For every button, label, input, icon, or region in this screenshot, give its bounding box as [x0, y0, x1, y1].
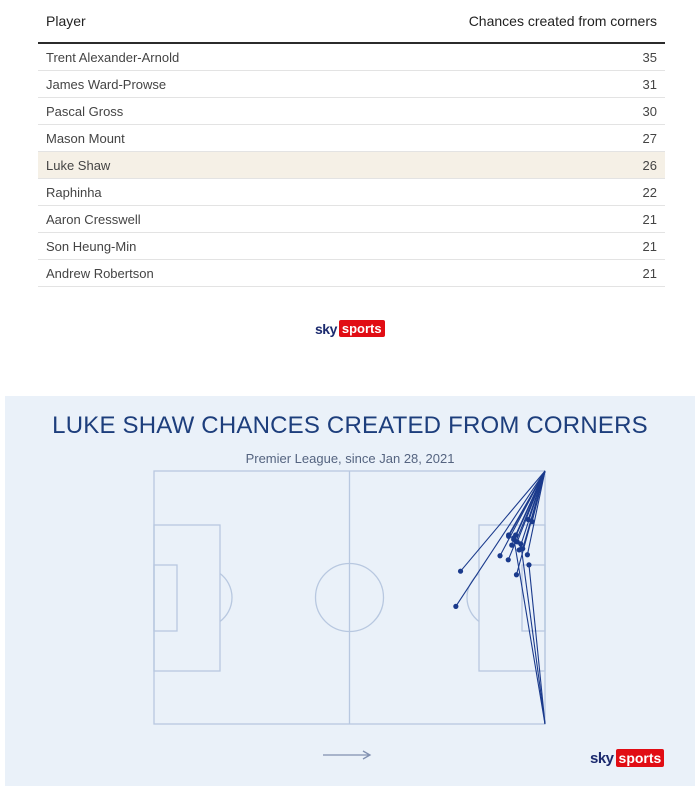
player-name: Son Heung-Min	[46, 238, 137, 254]
chance-point	[514, 572, 519, 577]
chance-point	[526, 562, 531, 567]
chances-value: 21	[642, 265, 657, 281]
player-name: Mason Mount	[46, 130, 125, 146]
player-name: Aaron Cresswell	[46, 211, 141, 227]
table-row	[38, 206, 665, 233]
chance-line	[508, 471, 545, 560]
chance-line	[521, 544, 545, 724]
chances-value: 30	[642, 103, 657, 119]
player-name: Pascal Gross	[46, 103, 124, 119]
chance-point	[525, 552, 530, 557]
chances-value: 22	[642, 184, 657, 200]
player-name: Trent Alexander-Arnold	[46, 49, 180, 65]
table-header	[38, 0, 665, 44]
chances-value: 27	[642, 130, 657, 146]
table-row	[38, 71, 665, 98]
sports-logo-text-bottom: sports	[616, 749, 665, 767]
sky-logo-text-bottom: sky	[590, 749, 614, 767]
chance-point	[511, 535, 516, 540]
player-name: Luke Shaw	[46, 157, 111, 173]
table-row	[38, 233, 665, 260]
chances-value: 26	[642, 157, 657, 173]
table-row	[38, 260, 665, 287]
chance-point	[458, 569, 463, 574]
table-row	[38, 152, 665, 179]
table-row	[38, 125, 665, 152]
table-body	[38, 44, 665, 287]
table-row	[38, 179, 665, 206]
corners-table	[38, 0, 665, 287]
left-penalty-arc	[220, 574, 232, 622]
chance-point	[497, 553, 502, 558]
player-name: James Ward-Prowse	[46, 76, 167, 92]
chance-point	[453, 604, 458, 609]
value-column-header: Chances created from corners	[468, 13, 657, 29]
chance-point	[506, 557, 511, 562]
table-row	[38, 98, 665, 125]
player-name: Andrew Robertson	[46, 265, 154, 281]
sports-logo-text: sports	[339, 320, 385, 337]
table-row	[38, 44, 665, 71]
chances-value: 35	[642, 49, 657, 65]
player-name: Raphinha	[46, 184, 102, 200]
sky-sports-logo	[315, 320, 385, 337]
player-column-header: Player	[46, 13, 86, 29]
chances-value: 31	[642, 76, 657, 92]
chances-value: 21	[642, 238, 657, 254]
left-six-yard-box	[154, 565, 177, 631]
graphic-title: LUKE SHAW CHANCES CREATED FROM CORNERS	[52, 412, 648, 439]
sky-sports-logo-bottom	[590, 749, 664, 767]
chance-point	[518, 541, 523, 546]
corner-chances-graphic	[5, 396, 695, 786]
graphic-subtitle: Premier League, since Jan 28, 2021	[245, 451, 455, 466]
pitch-chart	[5, 396, 695, 786]
sky-logo-text: sky	[315, 320, 337, 337]
left-penalty-area	[154, 525, 220, 671]
chances-value: 21	[642, 211, 657, 227]
